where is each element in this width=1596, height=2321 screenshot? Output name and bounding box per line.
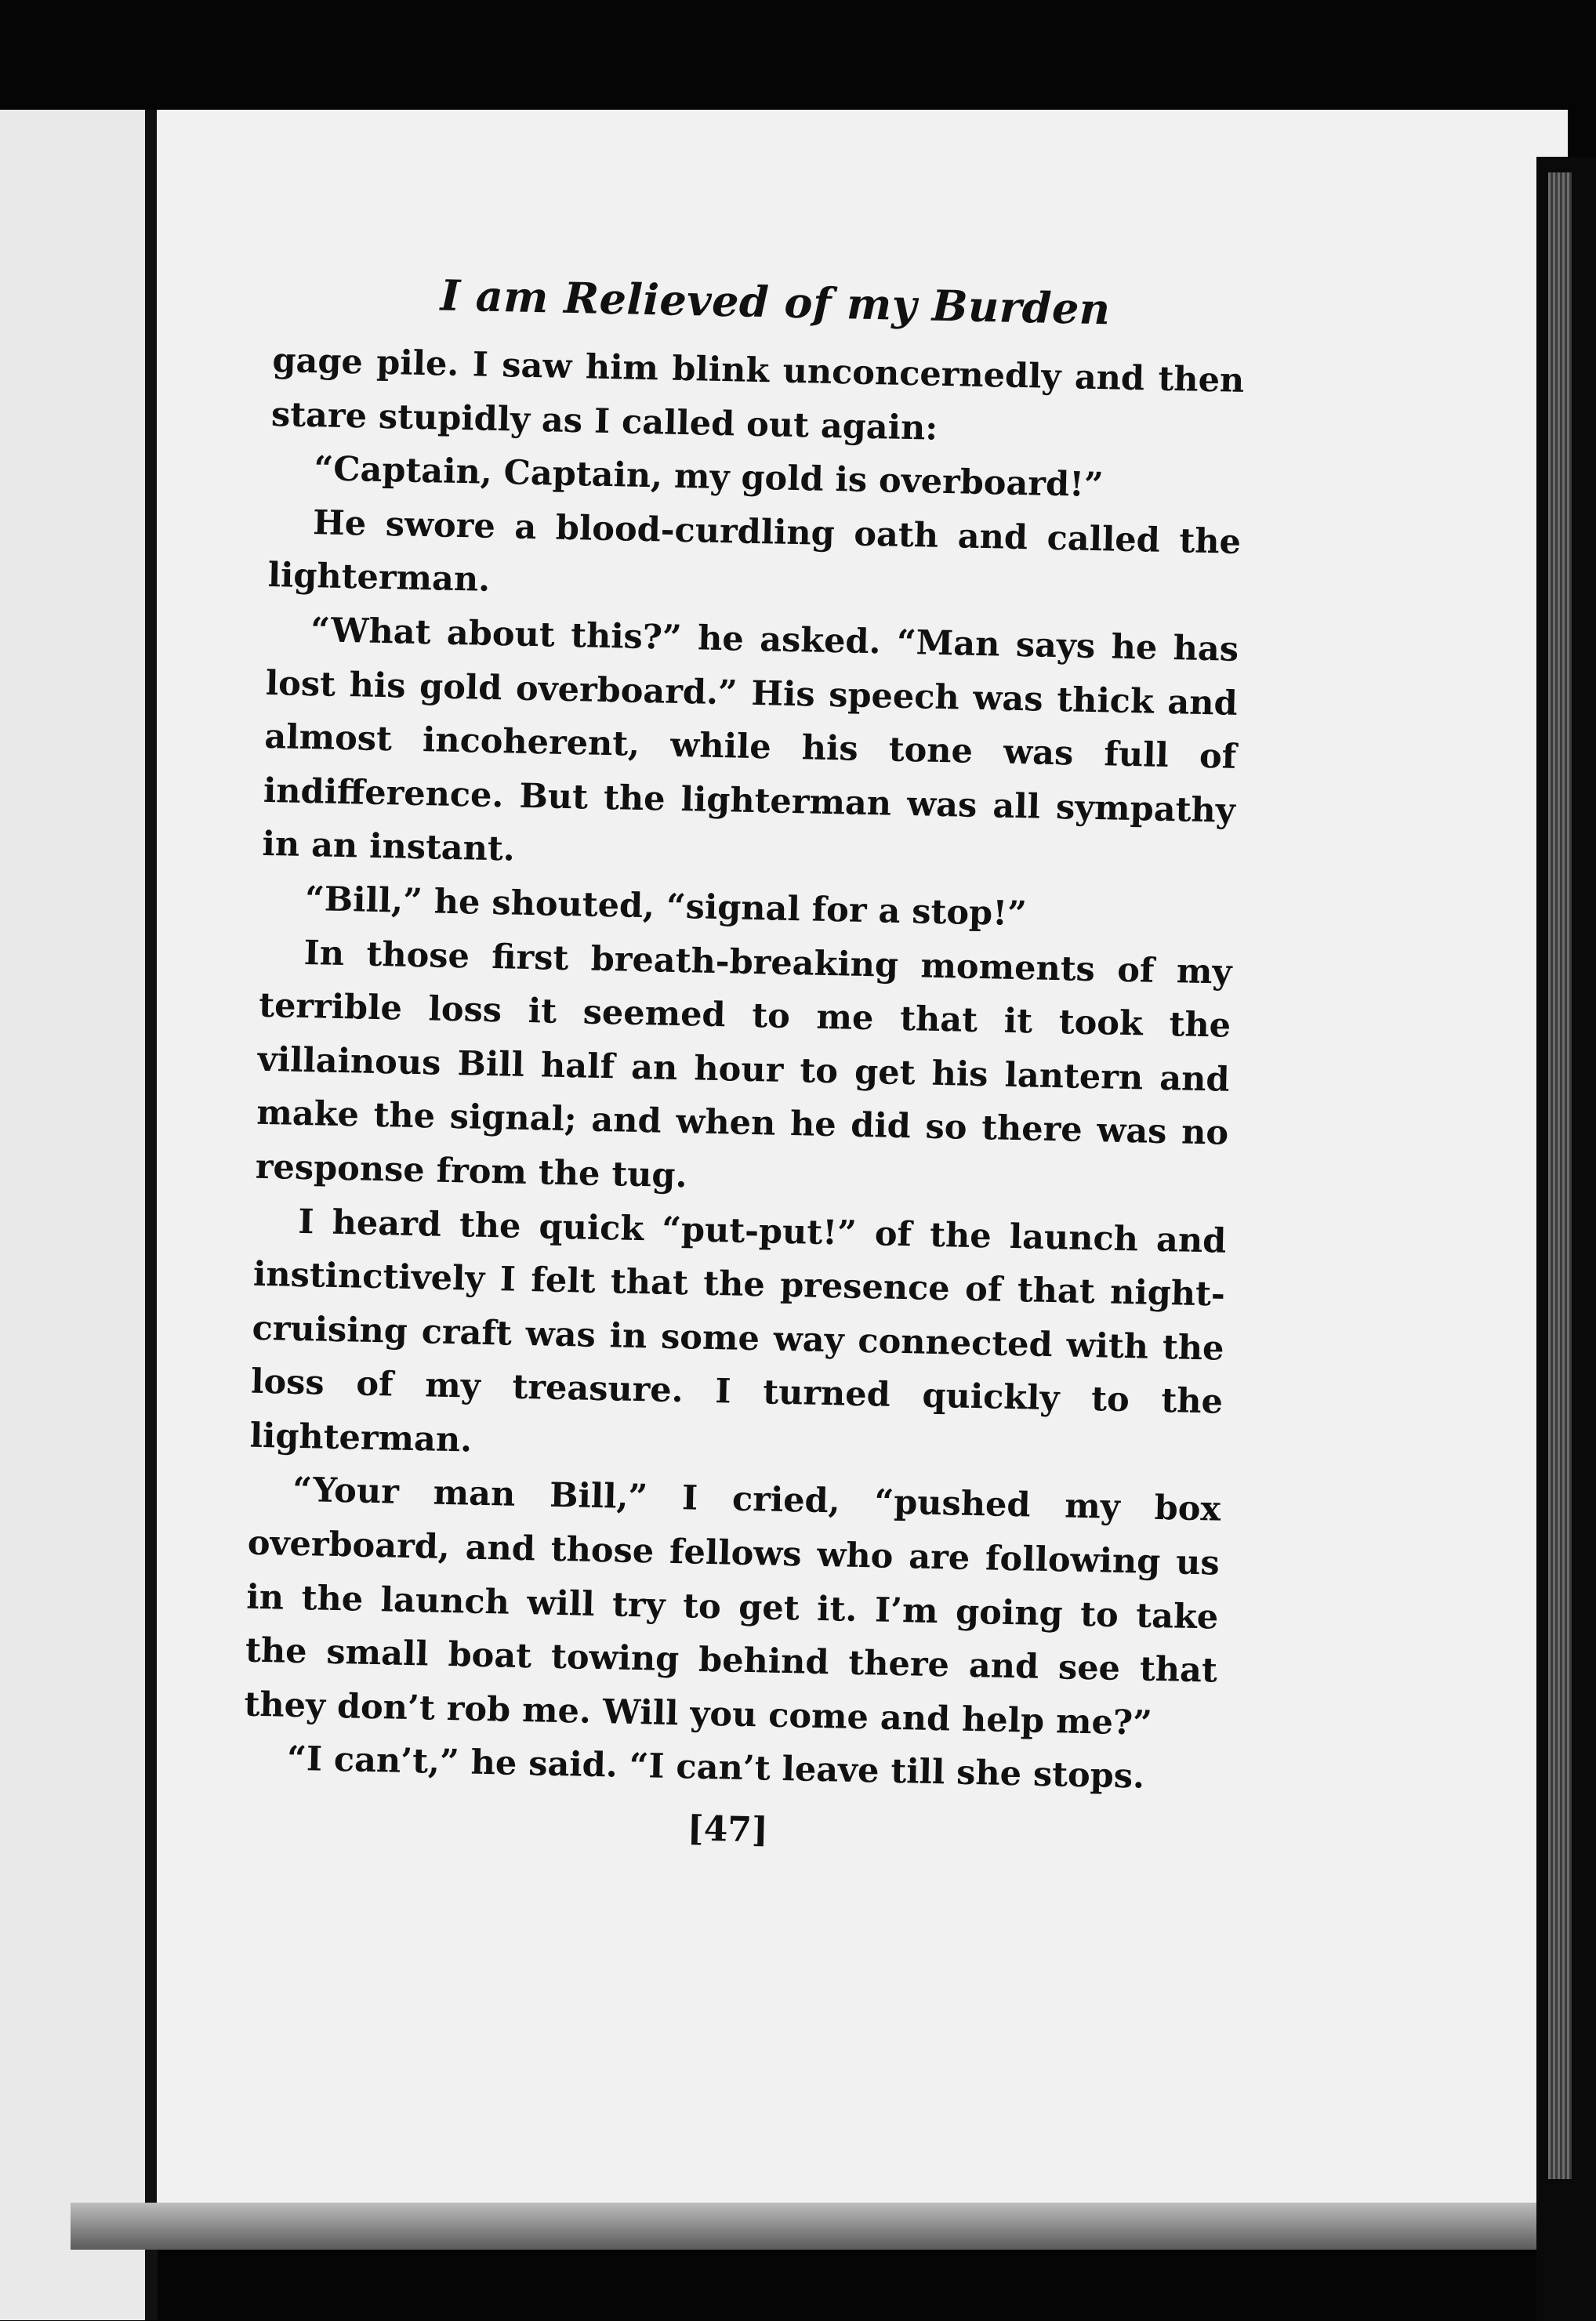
paragraph: gage pile. I saw him blink unconcernedly and then stare stupidly as I called out again: [270, 340, 1245, 448]
page-number: [47] [687, 1808, 769, 1851]
left-page-margin [0, 110, 157, 2320]
paragraph: “I can’t,” he said. “I can’t leave till she stops. [286, 1739, 1145, 1797]
paragraph: I heard the quick “put-put!” of the launch and instinctively I felt that the presence of that night-cruising craft was in some way connected with the loss of my treasure. I turned quickly to the lighterman. [249, 1202, 1227, 1460]
paragraph: In those first breath-breaking moments of my terrible loss it seemed to me that it took the villainous Bill half an hour to get his lantern and make the signal; and when he did so there was no response from the tug. [255, 933, 1232, 1196]
gutter-shadow [145, 110, 158, 2320]
paragraph: “Bill,” he shouted, “signal for a stop!” [304, 879, 1028, 934]
running-head: I am Relieved of my Burden [440, 270, 1112, 335]
page-bottom-edge [71, 2203, 1536, 2250]
paragraph: He swore a blood-curdling oath and called the lighterman. [267, 502, 1242, 600]
page-text-block [241, 267, 1246, 1860]
page-stack-edge [1548, 172, 1572, 2179]
paragraph: “Captain, Captain, my gold is overboard!” [314, 449, 1105, 506]
paragraph: “What about this?” he asked. “Man says he has lost his gold overboard.” His speech was thick and almost incoherent, while his tone was full of indifference. But the lighterman was all sympathy in an instant. [262, 611, 1239, 869]
paragraph: “Your man Bill,” I cried, “pushed my box overboard, and those fellows who are following us in the launch will try to get it. I’m going to take the small boat towing behind there and see that they don’t rob me. Will you come and help me?” [244, 1471, 1221, 1743]
